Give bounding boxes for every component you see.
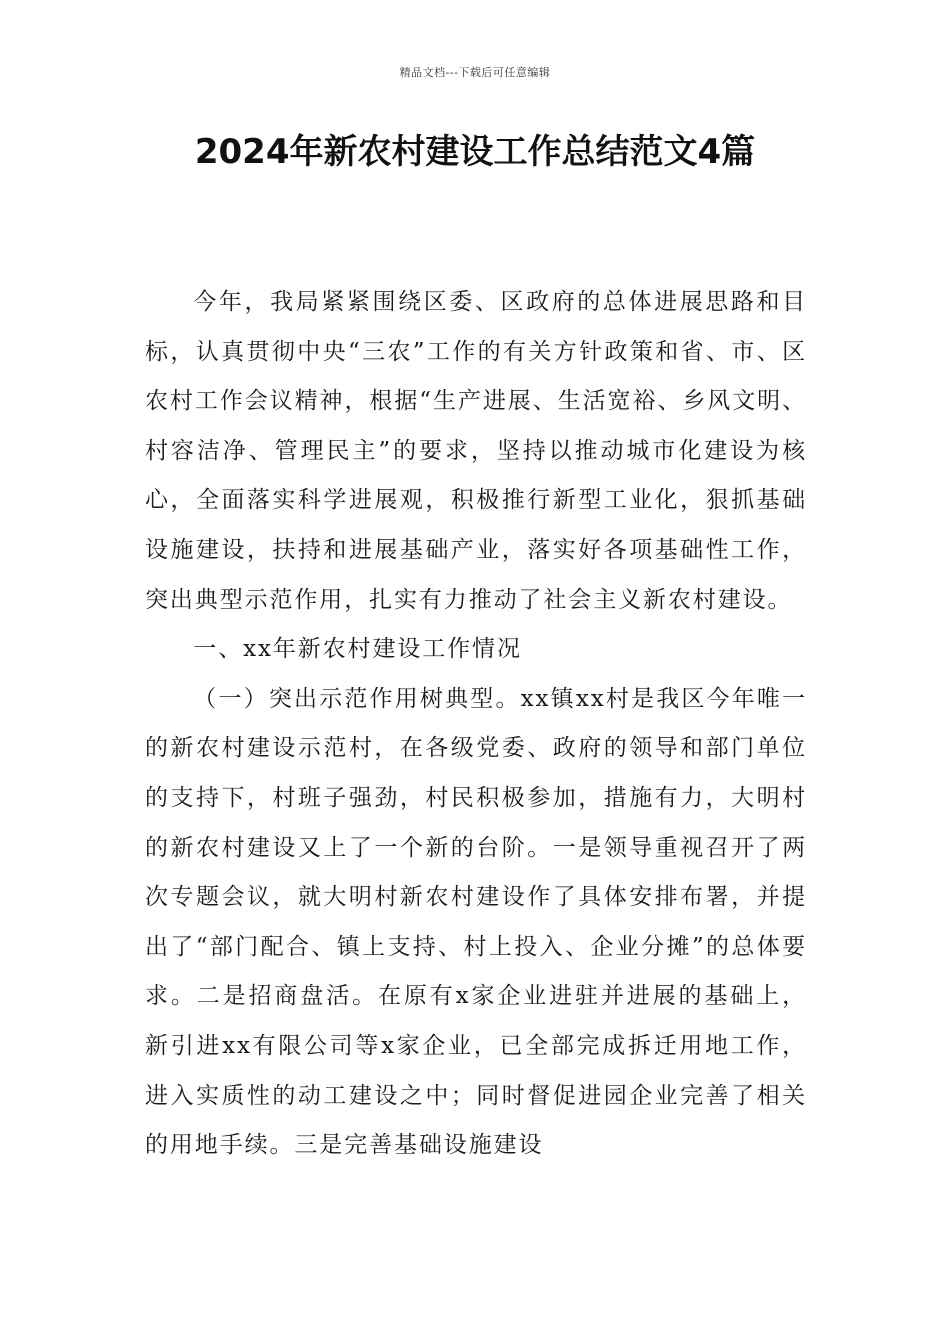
section-heading: 一、xx年新农村建设工作情况	[193, 636, 522, 663]
header-note: 精品文档---下载后可任意编辑	[399, 66, 551, 79]
paragraph-subsection-1: （一）突出示范作用树典型。xx镇xx村是我区今年唯一的新农村建设示范村，在各级党委、政府的领导和部门单位的支持下，村班子强劲，村民积极参加，措施有力，大明村的新农村建设又上了一个新的台阶。一是领导重视召开了两次专题会议，就大明村新农村建设作了具体安排布署，并提出了“部门配合、镇上支持、村上投入、企业分摊”的总体要求。二是招商盘活。在原有x家企业进驻并进展的基础上，新引进xx有限公司等x家企业，已全部完成拆迁用地工作，进入实质性的动工建设之中；同时督促进园企业完善了相关的用地手续。三是完善基础设施建设	[145, 685, 807, 1159]
document-body	[145, 278, 807, 1171]
paragraph-intro: 今年，我局紧紧围绕区委、区政府的总体进展思路和目标，认真贯彻中央“三农”工作的有关方针政策和省、市、区农村工作会议精神，根据“生产进展、生活宽裕、乡风文明、村容洁净、管理民主”的要求，坚持以推动城市化建设为核心，全面落实科学进展观，积极推行新型工业化，狠抓基础设施建设，扶持和进展基础产业，落实好各项基础性工作，突出典型示范作用，扎实有力推动了社会主义新农村建设。	[145, 289, 807, 613]
document-title: 2024年新农村建设工作总结范文4篇	[194, 132, 756, 172]
